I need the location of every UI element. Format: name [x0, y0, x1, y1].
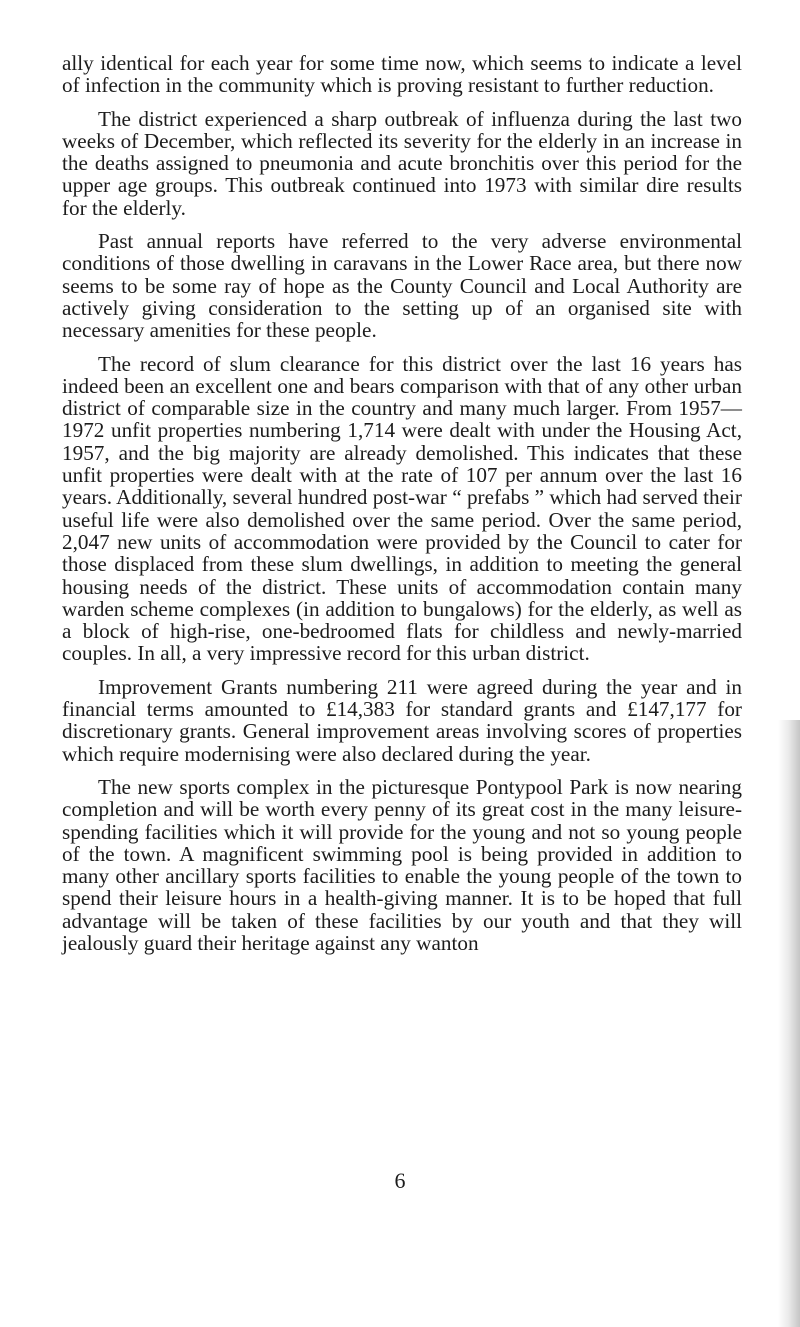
paragraph-continuation: ally identical for each year for some time now, which seems to indicate a level of infection in the community which is proving resistant to further reduction. [62, 51, 742, 98]
paragraph-slum-clearance: The record of slum clearance for this district over the last 16 years has indeed been an excellent one and bears comparison with that of any other urban district of comparable size in the country and many much larger. From 1957—1972 unfit properties numbering 1,714 were dealt with under the Housing Act, 1957, and the big majority are already demolished. This indicates that these unfit properties were dealt with at the rate of 107 per annum over the last 16 years. Additionally, several hundred post-war “ prefabs ” which had served their useful life were also demolished over the same period. Over the same period, 2,047 new units of accommodation were provided by the Council to cater for those displaced from these slum dwellings, in addition to meeting the general housing needs of the district. These units of accommodation contain many warden scheme complexes (in addition to bungalows) for the elderly, as well as a block of high-rise, one-bedroomed flats for childless and newly-married couples. In all, a very impressive record for this urban district. [62, 351, 742, 666]
paragraph-improvement-grants: Improvement Grants numbering 211 were agreed during the year and in financial terms amounted to £14,383 for standard grants and £147,177 for discretionary grants. General improvement areas involving scores of properties which require modernising were also declared during the year. [62, 674, 742, 766]
page-edge-shadow [778, 720, 800, 1327]
paragraph-caravans: Past annual reports have referred to the very adverse environmental conditions of those dwelling in caravans in the Lower Race area, but there now seems to be some ray of hope as the County Council and Local Authority are actively giving consideration to the setting up of an organised site with necessary amenities for these people. [62, 229, 742, 343]
page-number: 6 [394, 1168, 406, 1193]
paragraph-sports-complex: The new sports complex in the picturesque Pontypool Park is now nearing completion and will be worth every penny of its great cost in the many leisure-spending facilities which it will provide for the young and not so young people of the town. A magnificent swimming pool is being provided in addition to many other ancillary sports facilities to enable the young people of the town to spend their leisure hours in a health-giving manner. It is to be hoped that full advantage will be taken of these facilities by our youth and that they will jealously guard their heritage against any wanton [62, 774, 742, 955]
paragraph-influenza: The district experienced a sharp outbreak of influenza during the last two weeks of December, which reflected its severity for the elderly in an increase in the deaths assigned to pneumonia and acute bronchitis over this period for the upper age groups. This outbreak continued into 1973 with similar dire results for the elderly. [62, 106, 742, 220]
body-text [62, 52, 742, 965]
